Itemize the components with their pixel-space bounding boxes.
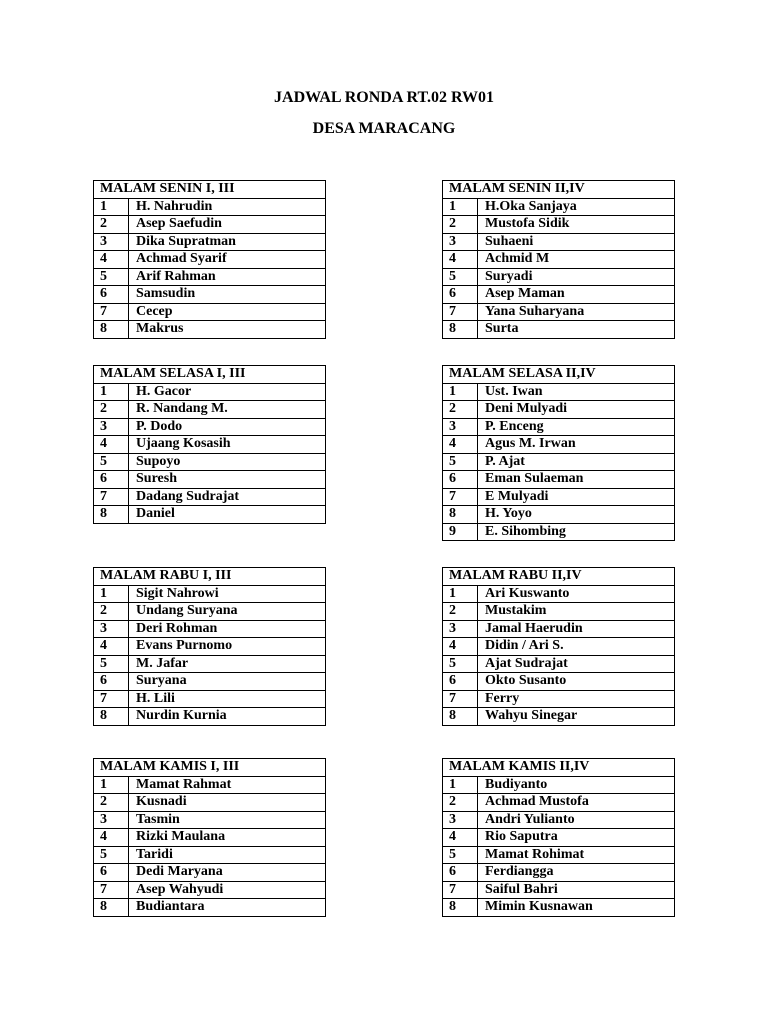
row-number: 5 [443,846,478,864]
member-name: Saiful Bahri [478,881,675,899]
table-row [443,585,675,603]
row-number: 4 [443,436,478,454]
member-name: H. Yoyo [478,506,675,524]
member-name: Dedi Maryana [129,864,326,882]
member-name: Didin / Ari S. [478,638,675,656]
row-number: 3 [94,233,129,251]
table-row [94,708,326,726]
row-number: 5 [94,846,129,864]
member-name: Dadang Sudrajat [129,488,326,506]
member-name: Achmad Mustofa [478,794,675,812]
member-name: Asep Maman [478,286,675,304]
row-number: 2 [443,603,478,621]
row-number: 4 [94,251,129,269]
row-number: 1 [94,585,129,603]
table-row [443,603,675,621]
row-number: 1 [94,776,129,794]
row-number: 4 [94,436,129,454]
schedule-table [442,365,675,541]
table-row [443,899,675,917]
member-name: Rio Saputra [478,829,675,847]
row-number: 8 [443,708,478,726]
table-row [94,303,326,321]
member-name: Ajat Sudrajat [478,655,675,673]
table-row [94,383,326,401]
table-row [443,303,675,321]
table-row [443,383,675,401]
table-row [443,846,675,864]
table-row [94,673,326,691]
row-number: 5 [443,453,478,471]
schedule-table [93,180,326,339]
table-row [94,436,326,454]
row-number: 3 [443,233,478,251]
member-name: Okto Susanto [478,673,675,691]
table-row [443,881,675,899]
table-row [443,216,675,234]
table-row [94,794,326,812]
table-row [94,881,326,899]
row-number: 4 [443,829,478,847]
table-row [94,198,326,216]
row-number: 5 [94,655,129,673]
table-row [94,899,326,917]
member-name: Kusnadi [129,794,326,812]
member-name: Budiantara [129,899,326,917]
table-row [443,794,675,812]
member-name: Suhaeni [478,233,675,251]
row-number: 2 [94,216,129,234]
table-row [443,321,675,339]
row-number: 7 [94,690,129,708]
row-number: 8 [443,321,478,339]
member-name: E. Sihombing [478,523,675,541]
member-name: Samsudin [129,286,326,304]
row-number: 8 [94,708,129,726]
member-name: Ferry [478,690,675,708]
row-number: 2 [443,794,478,812]
member-name: Ferdiangga [478,864,675,882]
table-row [443,811,675,829]
member-name: Eman Sulaeman [478,471,675,489]
member-name: Rizki Maulana [129,829,326,847]
table-row [443,829,675,847]
member-name: Jamal Haerudin [478,620,675,638]
member-name: Taridi [129,846,326,864]
table-row [94,620,326,638]
row-number: 6 [94,286,129,304]
member-name: Surta [478,321,675,339]
row-number: 3 [443,811,478,829]
row-number: 4 [443,251,478,269]
member-name: Ust. Iwan [478,383,675,401]
member-name: Sigit Nahrowi [129,585,326,603]
member-name: Nurdin Kurnia [129,708,326,726]
table-row [94,216,326,234]
table-row [443,673,675,691]
member-name: Evans Purnomo [129,638,326,656]
schedule-heading: MALAM SENIN I, III [94,181,326,199]
table-row [94,321,326,339]
member-name: Asep Saefudin [129,216,326,234]
table-row [94,453,326,471]
table-row [443,436,675,454]
member-name: Ari Kuswanto [478,585,675,603]
row-number: 1 [443,198,478,216]
row-number: 6 [94,864,129,882]
row-number: 7 [94,488,129,506]
row-number: 3 [94,418,129,436]
member-name: Ujaang Kosasih [129,436,326,454]
table-row [443,286,675,304]
member-name: Mimin Kusnawan [478,899,675,917]
member-name: Cecep [129,303,326,321]
member-name: H. Gacor [129,383,326,401]
member-name: Arif Rahman [129,268,326,286]
row-number: 3 [94,620,129,638]
table-row [443,776,675,794]
member-name: M. Jafar [129,655,326,673]
member-name: Deri Rohman [129,620,326,638]
member-name: R. Nandang M. [129,401,326,419]
row-number: 6 [443,673,478,691]
schedule-table [442,758,675,917]
table-row [94,811,326,829]
member-name: Achmad Syarif [129,251,326,269]
page-title: JADWAL RONDA RT.02 RW01 [274,89,494,106]
row-number: 4 [94,829,129,847]
row-number: 7 [94,303,129,321]
table-row [443,523,675,541]
member-name: Mamat Rohimat [478,846,675,864]
table-row [443,268,675,286]
row-number: 5 [443,655,478,673]
schedule-heading: MALAM SELASA I, III [94,366,326,384]
row-number: 1 [443,776,478,794]
member-name: Mustakim [478,603,675,621]
member-name: Suresh [129,471,326,489]
table-row [94,251,326,269]
row-number: 8 [94,321,129,339]
row-number: 1 [94,383,129,401]
row-number: 6 [94,471,129,489]
row-number: 4 [94,638,129,656]
table-row [443,690,675,708]
schedule-heading: MALAM SENIN II,IV [443,181,675,199]
table-row [443,198,675,216]
member-name: Wahyu Sinegar [478,708,675,726]
member-name: Suryana [129,673,326,691]
member-name: E Mulyadi [478,488,675,506]
member-name: Mustofa Sidik [478,216,675,234]
table-row [443,233,675,251]
table-row [443,251,675,269]
table-row [443,488,675,506]
schedule-table [93,758,326,917]
member-name: P. Dodo [129,418,326,436]
page-subtitle: DESA MARACANG [312,120,456,137]
row-number: 2 [94,603,129,621]
table-row [94,638,326,656]
table-row [94,603,326,621]
table-row [94,401,326,419]
row-number: 1 [94,198,129,216]
row-number: 2 [94,794,129,812]
member-name: Suryadi [478,268,675,286]
row-number: 2 [443,401,478,419]
table-row [94,655,326,673]
member-name: Dika Supratman [129,233,326,251]
table-row [443,453,675,471]
table-row [94,864,326,882]
member-name: Daniel [129,506,326,524]
member-name: Deni Mulyadi [478,401,675,419]
row-number: 5 [94,453,129,471]
row-number: 3 [443,418,478,436]
row-number: 1 [443,383,478,401]
row-number: 6 [443,286,478,304]
row-number: 3 [94,811,129,829]
table-row [94,585,326,603]
schedule-table [93,365,326,524]
member-name: P. Enceng [478,418,675,436]
member-name: Supoyo [129,453,326,471]
member-name: Makrus [129,321,326,339]
member-name: Achmid M [478,251,675,269]
row-number: 6 [94,673,129,691]
schedule-heading: MALAM RABU I, III [94,568,326,586]
row-number: 8 [94,899,129,917]
table-row [94,268,326,286]
member-name: H. Nahrudin [129,198,326,216]
table-row [94,776,326,794]
row-number: 8 [443,899,478,917]
row-number: 2 [443,216,478,234]
schedule-table [442,180,675,339]
table-row [443,506,675,524]
member-name: Yana Suharyana [478,303,675,321]
member-name: Mamat Rahmat [129,776,326,794]
schedule-heading: MALAM KAMIS I, III [94,759,326,777]
member-name: Andri Yulianto [478,811,675,829]
member-name: Undang Suryana [129,603,326,621]
table-row [443,655,675,673]
table-row [94,471,326,489]
member-name: Budiyanto [478,776,675,794]
schedule-table [93,567,326,726]
schedule-table [442,567,675,726]
row-number: 9 [443,523,478,541]
table-row [94,286,326,304]
row-number: 7 [443,690,478,708]
row-number: 6 [443,471,478,489]
table-row [443,620,675,638]
member-name: Tasmin [129,811,326,829]
table-row [94,418,326,436]
row-number: 8 [94,506,129,524]
member-name: H. Lili [129,690,326,708]
table-row [94,488,326,506]
row-number: 1 [443,585,478,603]
table-row [443,401,675,419]
row-number: 5 [94,268,129,286]
row-number: 2 [94,401,129,419]
table-row [443,418,675,436]
table-row [94,690,326,708]
row-number: 3 [443,620,478,638]
row-number: 7 [443,488,478,506]
table-row [443,471,675,489]
table-row [443,864,675,882]
member-name: Asep Wahyudi [129,881,326,899]
row-number: 7 [94,881,129,899]
table-row [94,506,326,524]
row-number: 4 [443,638,478,656]
member-name: Agus M. Irwan [478,436,675,454]
row-number: 5 [443,268,478,286]
row-number: 7 [443,303,478,321]
table-row [443,708,675,726]
schedule-heading: MALAM KAMIS II,IV [443,759,675,777]
table-row [94,233,326,251]
row-number: 6 [443,864,478,882]
table-row [443,638,675,656]
table-row [94,846,326,864]
member-name: P. Ajat [478,453,675,471]
member-name: H.Oka Sanjaya [478,198,675,216]
row-number: 8 [443,506,478,524]
table-row [94,829,326,847]
schedule-heading: MALAM RABU II,IV [443,568,675,586]
schedule-heading: MALAM SELASA II,IV [443,366,675,384]
row-number: 7 [443,881,478,899]
